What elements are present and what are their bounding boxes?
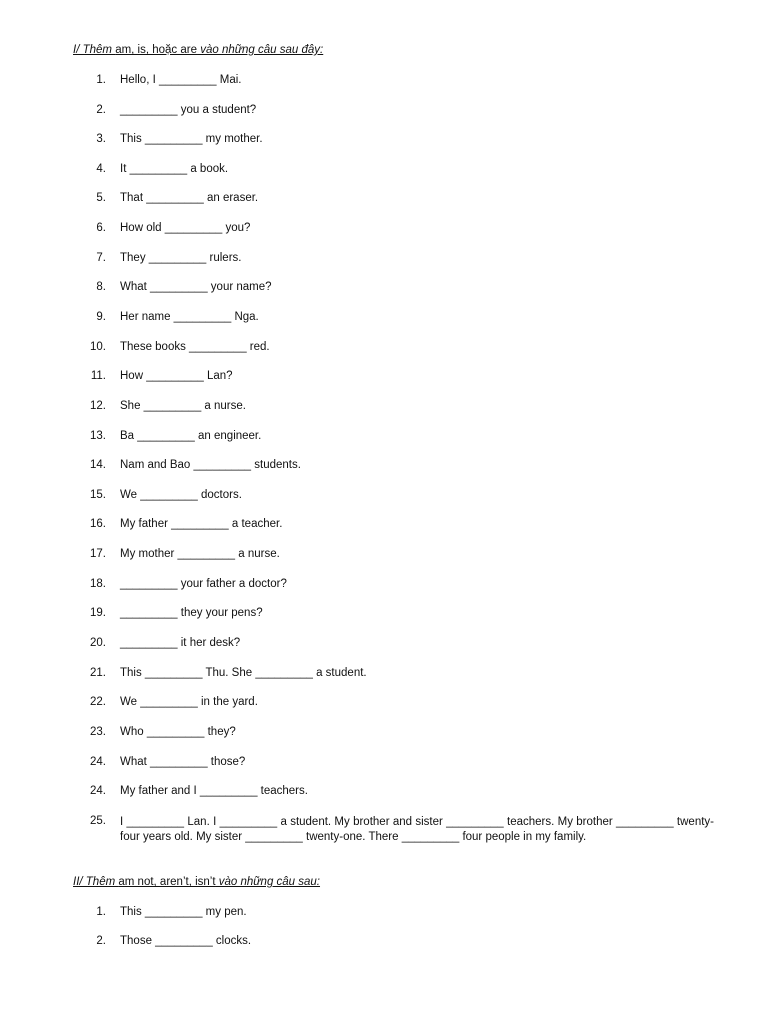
item-text: What _________ those? — [120, 756, 246, 768]
item-text: How _________ Lan? — [120, 370, 233, 382]
item-number: 15. — [90, 489, 106, 501]
item-text: _________ your father a doctor? — [120, 578, 287, 590]
item-number: 16. — [90, 518, 106, 530]
item-number: 14. — [90, 459, 106, 471]
exercise-item — [0, 222, 768, 238]
item-number: 10. — [90, 341, 106, 353]
exercise-item — [0, 163, 768, 179]
exercise-item — [0, 370, 768, 386]
exercise-item — [0, 785, 768, 801]
item-number: 2. — [96, 104, 106, 116]
item-number: 9. — [96, 311, 106, 323]
item-text: These books _________ red. — [120, 341, 270, 353]
exercise-item — [0, 400, 768, 416]
exercise-item — [0, 341, 768, 357]
item-number: 5. — [96, 192, 106, 204]
exercise-item — [0, 637, 768, 653]
exercise-item — [0, 430, 768, 446]
item-number: 7. — [96, 252, 106, 264]
item-text: Who _________ they? — [120, 726, 236, 738]
item-number: 20. — [90, 637, 106, 649]
exercise-item — [0, 726, 768, 742]
exercise-item — [0, 192, 768, 208]
item-text: I _________ Lan. I _________ a student. My brother and sister _________ teachers. My brother _________ twenty-four years old. My sister _________ twenty-one. There _________ four people in my family. — [120, 816, 714, 843]
item-text: They _________ rulers. — [120, 252, 242, 264]
item-number: 13. — [90, 430, 106, 442]
item-text: _________ it her desk? — [120, 637, 241, 649]
exercise-item — [0, 104, 768, 120]
exercise-item — [0, 459, 768, 475]
item-text: This _________ my mother. — [120, 133, 263, 145]
exercise-item — [0, 133, 768, 149]
exercise-item — [0, 696, 768, 712]
item-number: 23. — [90, 726, 106, 738]
item-number: 1. — [96, 74, 106, 86]
item-text: My father _________ a teacher. — [120, 518, 283, 530]
item-number: 8. — [96, 281, 106, 293]
item-number: 19. — [90, 607, 106, 619]
item-number: 18. — [90, 578, 106, 590]
item-text: What _________ your name? — [120, 281, 272, 293]
item-text: _________ you a student? — [120, 104, 257, 116]
exercise-item — [0, 548, 768, 564]
item-text: How old _________ you? — [120, 222, 251, 234]
item-number: 1. — [96, 906, 106, 918]
item-text: That _________ an eraser. — [120, 192, 259, 204]
item-text: Nam and Bao _________ students. — [120, 459, 301, 471]
exercise-item — [0, 252, 768, 268]
section-2-heading: II/ Thêm am not, aren’t, isn’t vào những câu sau: — [73, 876, 321, 888]
section-1-heading: I/ Thêm am, is, hoặc are vào những câu sau đây: — [73, 44, 324, 56]
item-text: It _________ a book. — [120, 163, 229, 175]
exercise-item — [0, 906, 768, 922]
exercise-item — [0, 935, 768, 951]
exercise-item — [0, 578, 768, 594]
item-text: We _________ in the yard. — [120, 696, 258, 708]
item-number: 2. — [96, 935, 106, 947]
item-text: This _________ Thu. She _________ a student. — [120, 667, 367, 679]
item-number: 4. — [96, 163, 106, 175]
exercise-item — [0, 667, 768, 683]
item-text: She _________ a nurse. — [120, 400, 246, 412]
item-number: 24. — [90, 756, 106, 768]
item-number: 25. — [90, 815, 106, 827]
exercise-item — [0, 489, 768, 505]
item-number: 12. — [90, 400, 106, 412]
item-number: 6. — [96, 222, 106, 234]
item-text: Those _________ clocks. — [120, 935, 252, 947]
item-text: Her name _________ Nga. — [120, 311, 259, 323]
item-number: 11. — [90, 370, 106, 382]
item-text: My mother _________ a nurse. — [120, 548, 280, 560]
item-number: 24. — [90, 785, 106, 797]
item-number: 21. — [90, 667, 106, 679]
item-text: Ba _________ an engineer. — [120, 430, 262, 442]
item-text: Hello, I _________ Mai. — [120, 74, 242, 86]
exercise-item — [0, 518, 768, 534]
exercise-item — [0, 311, 768, 327]
exercise-item-long — [0, 815, 768, 863]
item-text: My father and I _________ teachers. — [120, 785, 308, 797]
item-text: We _________ doctors. — [120, 489, 242, 501]
exercise-item — [0, 74, 768, 90]
item-number: 22. — [90, 696, 106, 708]
exercise-item — [0, 607, 768, 623]
item-number: 3. — [96, 133, 106, 145]
item-number: 17. — [90, 548, 106, 560]
exercise-item — [0, 281, 768, 297]
item-text: _________ they your pens? — [120, 607, 263, 619]
item-text: This _________ my pen. — [120, 906, 247, 918]
exercise-item — [0, 756, 768, 772]
